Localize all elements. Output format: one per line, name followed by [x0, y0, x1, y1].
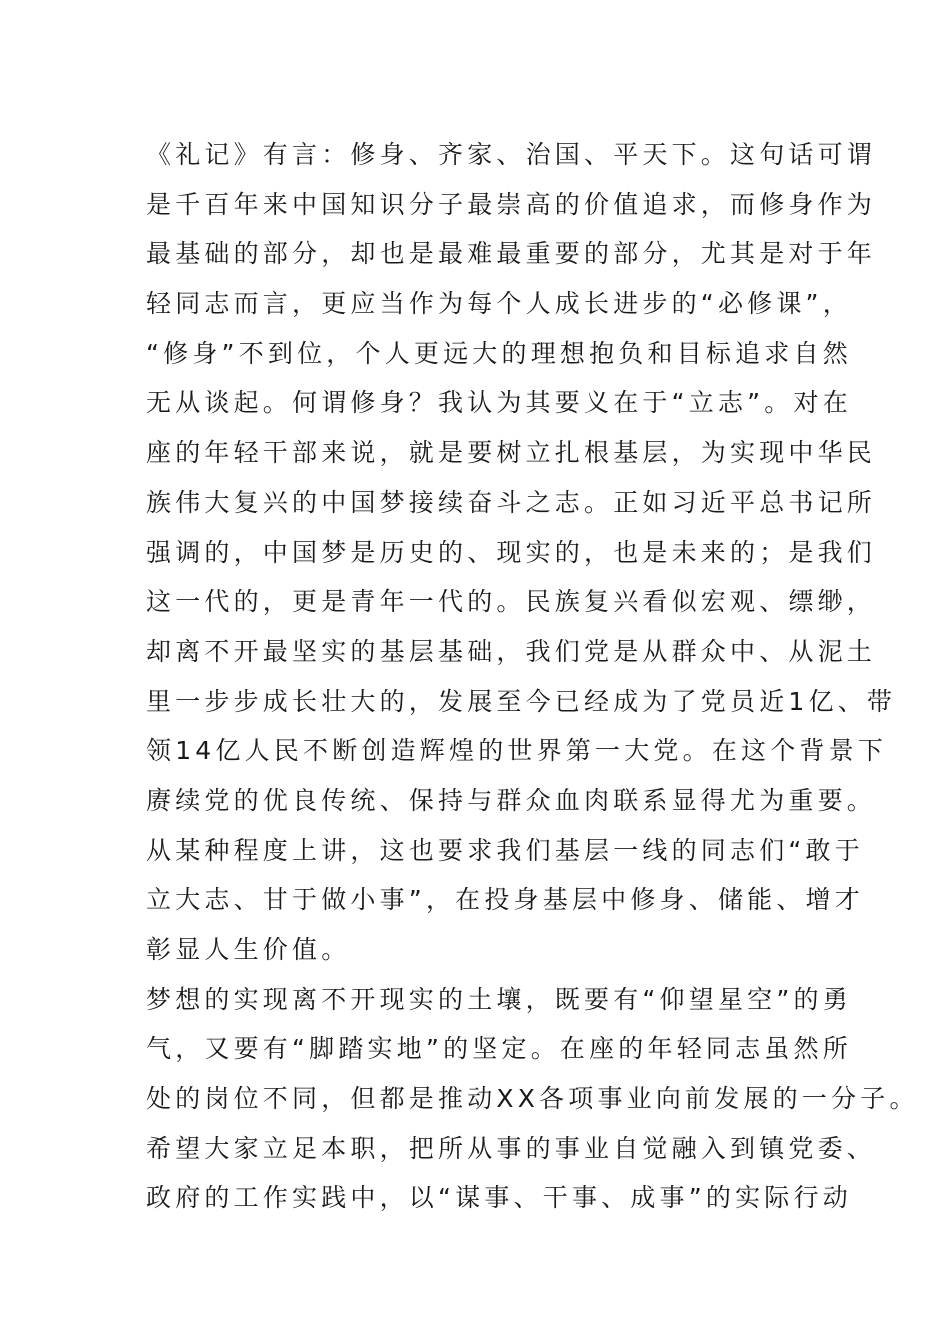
text-line: 里一步步成长壮大的，发展至今已经成为了党员近1亿、带 [146, 686, 897, 716]
text-line: 彰显人生价值。 [146, 935, 351, 964]
text-line: 族伟大复兴的中国梦接续奋斗之志。正如习近平总书记所 [146, 487, 877, 517]
text-line: “修身”不到位，个人更远大的理想抱负和目标追求自然 [146, 338, 852, 368]
text-line: 最基础的部分，却也是最难最重要的部分，尤其是对于年 [146, 239, 877, 269]
text-line: 强调的，中国梦是历史的、现实的，也是未来的；是我们 [146, 537, 877, 567]
text-line: 《礼记》有言：修身、齐家、治国、平天下。这句话可谓 [146, 140, 877, 169]
text-line: 轻同志而言，更应当作为每个人成长进步的“必修课”， [146, 289, 852, 319]
text-line: 座的年轻干部来说，就是要树立扎根基层，为实现中华民 [146, 438, 877, 468]
text-line: 领14亿人民不断创造辉煌的世界第一大党。在这个背景下 [146, 736, 888, 766]
text-line: 赓续党的优良传统、保持与群众血肉联系显得尤为重要。 [146, 785, 877, 815]
text-line: 气，又要有“脚踏实地”的坚定。在座的年轻同志虽然所 [146, 1034, 852, 1064]
text-line: 希望大家立足本职，把所从事的事业自觉融入到镇党委、 [146, 1133, 877, 1163]
text-line: 处的岗位不同，但都是推动XX各项事业向前发展的一分子。 [146, 1084, 919, 1114]
text-line: 梦想的实现离不开现实的土壤，既要有“仰望星空”的勇 [146, 984, 852, 1014]
text-line: 是千百年来中国知识分子最崇高的价值追求，而修身作为 [146, 189, 877, 219]
paragraph-2 [146, 975, 919, 1223]
body-text [146, 130, 919, 1223]
text-line: 无从谈起。何谓修身？我认为其要义在于“立志”。对在 [146, 388, 852, 418]
text-line: 政府的工作实践中，以“谋事、干事、成事”的实际行动 [146, 1183, 852, 1213]
text-line: 从某种程度上讲，这也要求我们基层一线的同志们“敢于 [146, 835, 864, 865]
paragraph-1 [146, 130, 897, 975]
text-line: 却离不开最坚实的基层基础，我们党是从群众中、从泥土 [146, 636, 877, 666]
text-line: 这一代的，更是青年一代的。民族复兴看似宏观、缥缈， [146, 587, 877, 617]
text-line: 立大志、甘于做小事”，在投身基层中修身、储能、增才 [146, 885, 864, 915]
